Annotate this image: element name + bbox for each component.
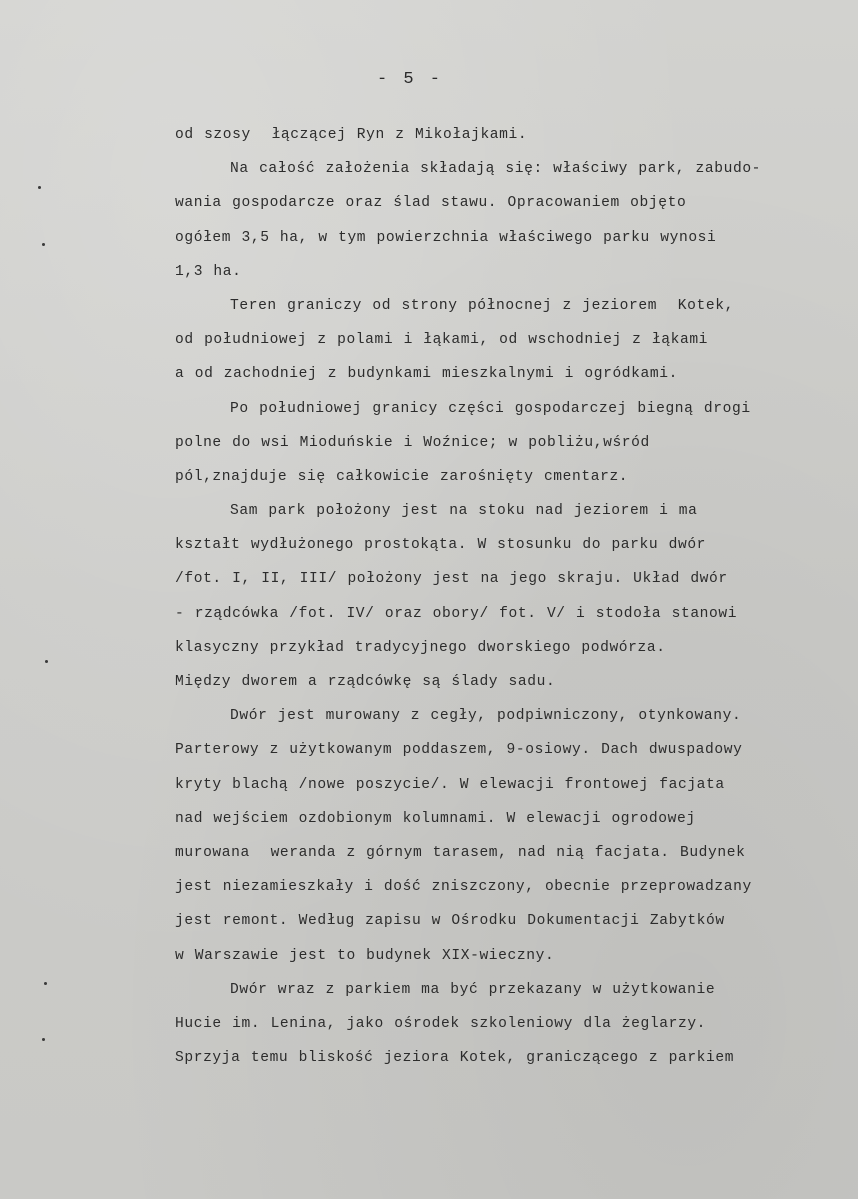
text-line: Sprzyja temu bliskość jeziora Kotek, graniczącego z parkiem [175,1050,735,1067]
page-number: - 5 - [376,70,443,89]
text-line: murowana weranda z górnym tarasem, nad nią facjata. Budynek [175,844,746,861]
text-line: od szosy łączącej Ryn z Mikołajkami. [175,127,528,143]
text-line: Po południowej granicy części gospodarczej biegną drogi [230,400,751,417]
text-line: nad wejściem ozdobionym kolumnami. W elewacji ogrodowej [175,810,696,827]
text-line: Na całość założenia składają się: właściwy park, zabudo- [230,161,762,178]
text-line: Dwór jest murowany z cegły, podpiwniczony, otynkowany. [230,708,742,725]
text-line: jest remont. Według zapisu w Ośrodku Dokumentacji Zabytków [175,913,725,930]
text-line: wania gospodarcze oraz ślad stawu. Opracowaniem objęto [175,195,687,212]
text-line: 1,3 ha. [175,263,242,280]
text-line: - rządcówka /fot. IV/ oraz obory/ fot. V/ i stodoła stanowi [175,605,738,622]
text-line: klasyczny przykład tradycyjnego dworskiego podwórza. [175,639,666,656]
text-line: jest niezamieszkały i dość zniszczony, obecnie przeprowadzany [175,879,752,896]
margin-speck [45,660,48,663]
text-line: pól,znajduje się całkowicie zarośnięty cmentarz. [175,468,629,485]
text-line: Dwór wraz z parkiem ma być przekazany w użytkowanie [230,981,716,998]
text-line: Między dworem a rządcówkę są ślady sadu. [175,674,556,690]
text-line: kształt wydłużonego prostokąta. W stosunku do parku dwór [175,537,707,554]
margin-speck [42,243,45,246]
text-line: ogółem 3,5 ha, w tym powierzchnia właściwego parku wynosi [175,229,717,246]
text-line: Parterowy z użytkowanym poddaszem, 9-osiowy. Dach dwuspadowy [175,742,743,759]
text-line: Teren graniczy od strony północnej z jeziorem Kotek, [230,297,734,314]
margin-speck [42,1038,45,1041]
margin-speck [38,186,41,189]
text-line: Sam park położony jest na stoku nad jeziorem i ma [230,503,698,520]
text-line: w Warszawie jest to budynek XIX-wieczny. [175,947,555,964]
text-line: od południowej z polami i łąkami, od wschodniej z łąkami [175,332,709,349]
margin-speck [44,982,47,985]
text-line: a od zachodniej z budynkami mieszkalnymi i ogródkami. [175,366,678,383]
typed-body-text [175,118,835,1075]
text-line: kryty blachą /nowe poszycie/. W elewacji frontowej facjata [175,776,725,793]
text-line: polne do wsi Mioduńskie i Woźnice; w pobliżu,wśród [175,434,650,451]
text-line: /fot. I, II, III/ położony jest na jego skraju. Układ dwór [175,571,728,588]
text-line: Hucie im. Lenina, jako ośrodek szkoleniowy dla żeglarzy. [175,1015,707,1032]
